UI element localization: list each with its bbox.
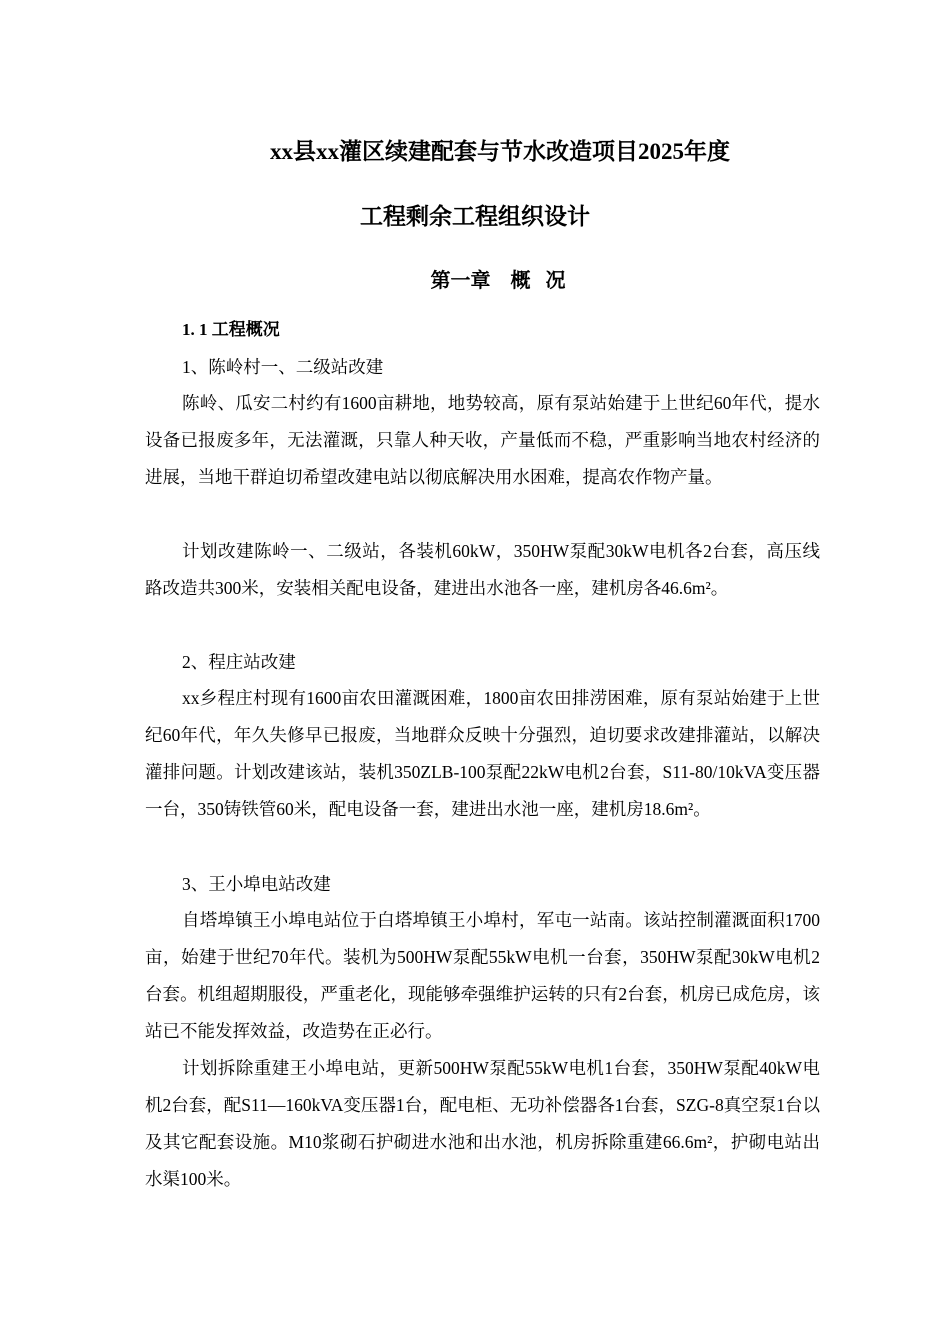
paragraph-4: [145, 902, 820, 1050]
paragraph-text: 陈岭、瓜安二村约有1600亩耕地，地势较高，原有泵站始建于上世纪60年代，提水设备已报废多年，无法灌溉，只靠人种天收，产量低而不稳，严重影响当地农村经济的进展，当地干群迫切希望改建电站以彻底解决用水困难，提高农作物产量。: [145, 393, 820, 487]
paragraph-2: [145, 533, 820, 607]
paragraph-text: xx乡程庄村现有1600亩农田灌溉困难，1800亩农田排涝困难，原有泵站始建于上世纪60年代，年久失修早已报废，当地群众反映十分强烈，迫切要求改建排灌站，以解决灌排问题。计划改建该站，装机350ZLB-100泵配22kW电机2台套，S11-80/10kVA变压器一台，350铸铁管60米，配电设备一套，建进出水池一座，建机房18.6m²。: [145, 688, 820, 819]
paragraph-text: 自塔埠镇王小埠电站位于白塔埠镇王小埠村，军屯一站南。该站控制灌溉面积1700亩，始建于世纪70年代。装机为500HW泵配55kW电机一台套，350HW泵配30kW电机2台套。机组超期服役，严重老化，现能够牵强维护运转的只有2台套，机房已成危房，该站已不能发挥效益，改造势在正必行。: [145, 910, 820, 1041]
subsection-heading-1: 1、陈岭村一、二级站改建: [182, 357, 384, 377]
section-heading: 1. 1 工程概况: [182, 320, 280, 339]
paragraph-text: 计划拆除重建王小埠电站，更新500HW泵配55kW电机1台套，350HW泵配40kW电机2台套，配S11—160kVA变压器1台，配电柜、无功补偿器各1台套，SZG-8真空泵1台以及其它配套设施。M10浆砌石护砌进水池和出水池，机房拆除重建66.6m²，护砌电站出水渠100米。: [145, 1058, 820, 1189]
chapter-heading: 第一章 概 况: [430, 270, 566, 292]
document-title-line1: xx县xx灌区续建配套与节水改造项目2025年度: [270, 139, 730, 164]
paragraph-1: [145, 385, 820, 496]
paragraph-text: 计划改建陈岭一、二级站，各装机60kW，350HW泵配30kW电机各2台套，高压线路改造共300米，安装相关配电设备，建进出水池各一座，建机房各46.6m²。: [145, 541, 820, 598]
paragraph-5: [145, 1050, 820, 1198]
subsection-heading-3: 3、王小埠电站改建: [182, 874, 331, 894]
subsection-heading-2: 2、程庄站改建: [182, 652, 296, 672]
paragraph-3: [145, 680, 820, 828]
document-title-line2: 工程剩余工程组织设计: [360, 204, 590, 229]
